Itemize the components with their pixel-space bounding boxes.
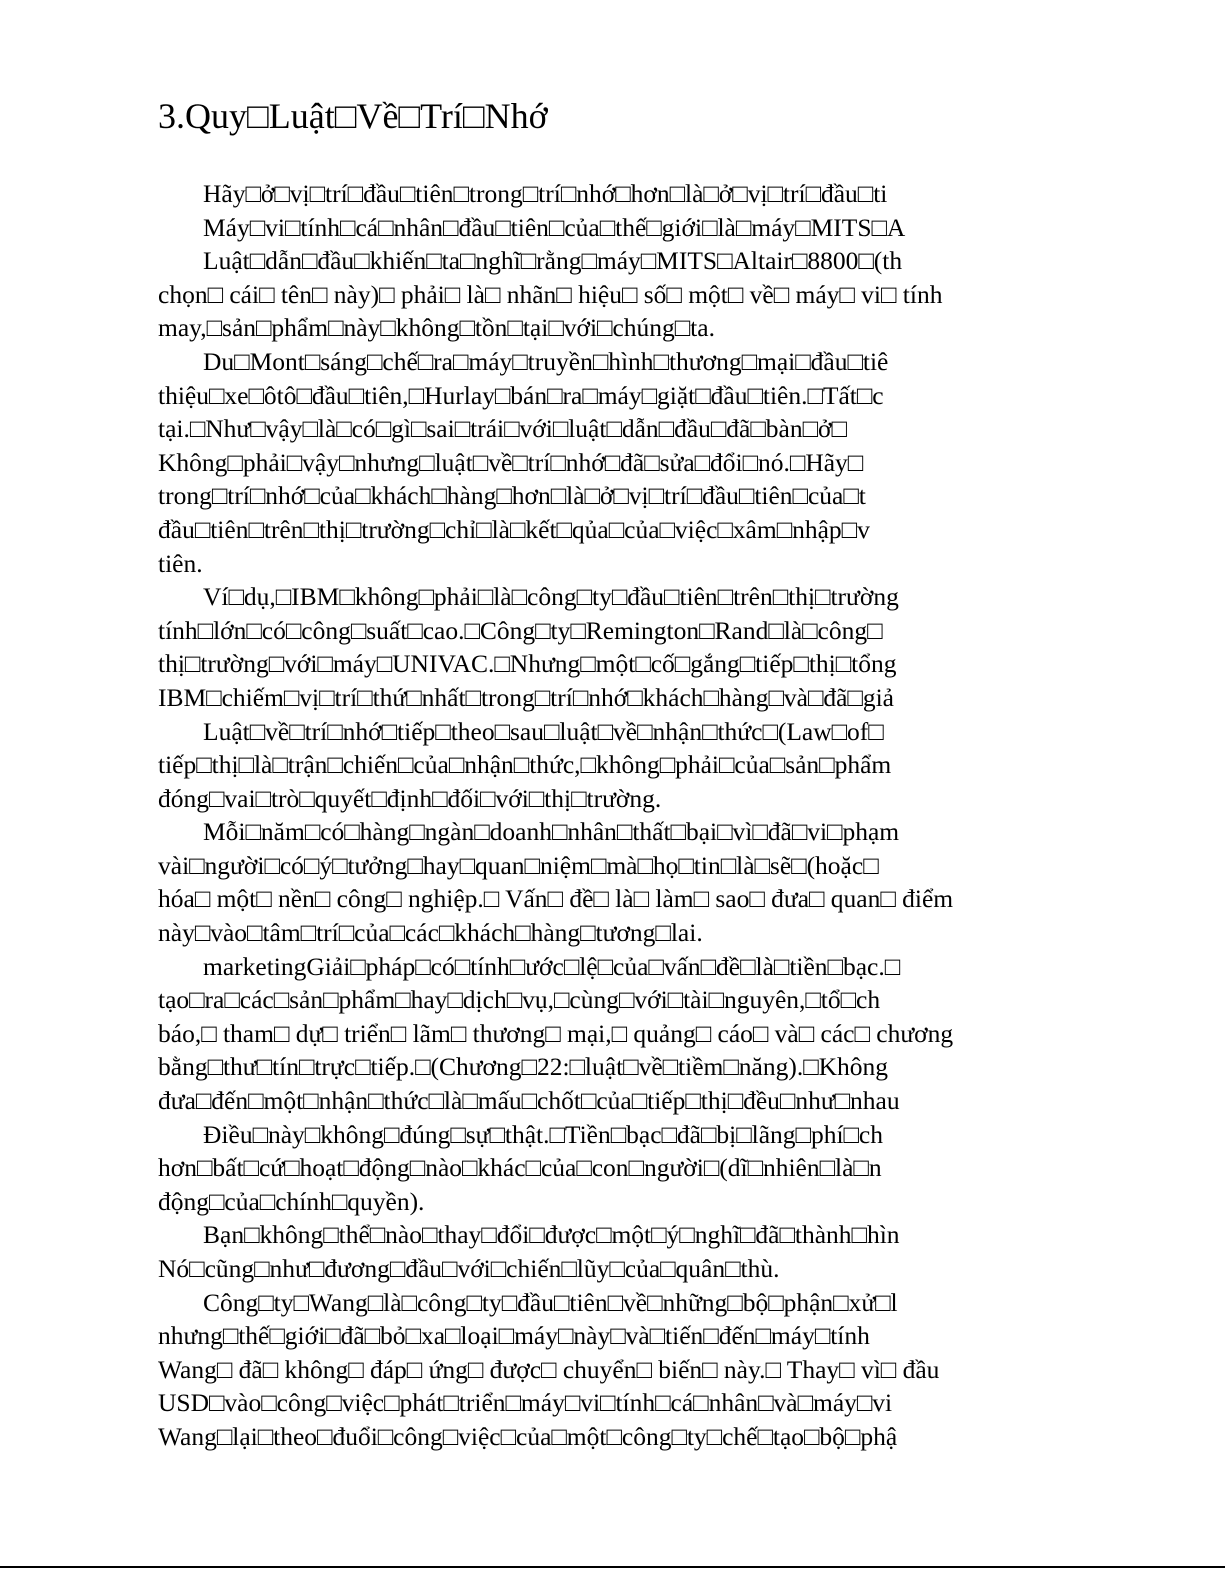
text-line: tiếp□thị□là□trận□chiến□của□nhận□thức,□không□phải□của□sản□phẩm	[158, 750, 892, 780]
text-line: Bạn□không□thể□nào□thay□đổi□được□một□ý□nghĩ□đã□thành□hìn	[203, 1220, 900, 1250]
text-line: trong□trí□nhớ□của□khách□hàng□hơn□là□ở□vị□trí□đầu□tiên□của□t	[158, 481, 866, 511]
text-line: tạo□ra□các□sản□phẩm□hay□dịch□vụ,□cùng□với□tài□nguyên,□tổ□ch	[158, 985, 881, 1015]
text-line: hơn□bất□cứ□hoạt□động□nào□khác□của□con□người□(dĩ□nhiên□là□n	[158, 1153, 882, 1183]
text-line: bằng□thư□tín□trực□tiếp.□(Chương□22:□luật□về□tiềm□năng).□Không	[158, 1052, 889, 1082]
text-line: Hãy□ở□vị□trí□đầu□tiên□trong□trí□nhớ□hơn□là□ở□vị□trí□đầu□ti	[203, 179, 888, 208]
text-line: đầu□tiên□trên□thị□trường□chỉ□là□kết□qủa□của□việc□xâm□nhập□v	[158, 514, 870, 544]
text-line: đưa□đến□một□nhận□thức□là□mấu□chốt□của□tiếp□thị□đều□như□nhau	[158, 1086, 900, 1116]
text-line: Mỗi□năm□có□hàng□ngàn□doanh□nhân□thất□bại□vì□đã□vi□phạm	[203, 817, 900, 847]
text-line: báo,□ tham□ dự□ triển□ lãm□ thương□ mại,□ quảng□ cáo□ và□ các□ chương	[158, 1018, 954, 1048]
text-line: IBM□chiếm□vị□trí□thứ□nhất□trong□trí□nhớ□khách□hàng□và□đã□giả	[158, 682, 894, 712]
text-line: tại.□Như□vậy□là□có□gì□sai□trái□với□luật□dẫn□đầu□đã□bàn□ở□	[158, 414, 847, 444]
text-line: Điều□này□không□đúng□sự□thật.□Tiền□bạc□đã□bị□lãng□phí□ch	[203, 1119, 883, 1149]
page-bottom-rule	[0, 1566, 1225, 1568]
text-line: động□của□chính□quyền).	[158, 1186, 425, 1216]
text-line: Công□ty□Wang□là□công□ty□đầu□tiên□về□những□bộ□phận□xử□l	[203, 1287, 898, 1317]
text-line: chọn□ cái□ tên□ này)□ phải□ là□ nhãn□ hiệu□ số□ một□ về□ máy□ vi□ tính	[158, 279, 943, 309]
text-line: marketingGiải□pháp□có□tính□ước□lệ□của□vấn□đề□là□tiền□bạc.□	[203, 951, 901, 981]
text-line: USD□vào□công□việc□phát□triển□máy□vi□tính□cá□nhân□và□máy□vi	[158, 1388, 893, 1418]
text-line: tính□lớn□có□công□suất□cao.□Công□ty□Remington□Rand□là□công□	[158, 615, 883, 645]
text-line: thị□trường□với□máy□UNIVAC.□Nhưng□một□cố□gắng□tiếp□thị□tổng	[158, 649, 897, 679]
text-line: Nó□cũng□như□đương□đầu□với□chiến□lũy□của□quân□thù.	[158, 1254, 780, 1283]
text-line: hóa□ một□ nền□ công□ nghiệp.□ Vấn□ đề□ là□ làm□ sao□ đưa□ quan□ điểm	[158, 884, 954, 914]
body-text	[158, 177, 1090, 1457]
text-line: Luật□dẫn□đầu□khiến□ta□nghĩ□rằng□máy□MITS□Altair□8800□(th	[203, 246, 903, 276]
text-line: vài□người□có□ý□tưởng□hay□quan□niệm□mà□họ□tin□là□sẽ□(hoặc□	[158, 850, 879, 880]
text-line: Wang□lại□theo□đuổi□công□việc□của□một□công□ty□chế□tạo□bộ□phậ	[158, 1421, 898, 1451]
text-line: Wang□ đã□ không□ đáp□ ứng□ được□ chuyển□ biến□ này.□ Thay□ vì□ đầu	[158, 1354, 940, 1384]
text-line: Máy□vi□tính□cá□nhân□đầu□tiên□của□thế□giới□là□máy□MITS□A	[203, 212, 906, 242]
text-line: may,□sản□phẩm□này□không□tồn□tại□với□chúng□ta.	[158, 313, 715, 343]
text-line: Ví□dụ,□IBM□không□phải□là□công□ty□đầu□tiên□trên□thị□trường	[203, 582, 899, 612]
text-line: thiệu□xe□ôtô□đầu□tiên,□Hurlay□bán□ra□máy□giặt□đầu□tiên.□Tất□c	[158, 380, 884, 410]
chapter-heading: 3.Quy□Luật□Về□Trí□Nhớ	[158, 96, 548, 136]
text-line: này□vào□tâm□trí□của□các□khách□hàng□tương□lai.	[158, 918, 703, 948]
text-line: tiên.	[158, 548, 203, 578]
text-line: đóng□vai□trò□quyết□định□đối□với□thị□trường.	[158, 783, 662, 813]
text-line: nhưng□thế□giới□đã□bỏ□xa□loại□máy□này□và□tiến□đến□máy□tính	[158, 1321, 870, 1351]
text-line: Du□Mont□sáng□chế□ra□máy□truyền□hình□thương□mại□đầu□tiê	[203, 346, 889, 376]
text-line: Không□phải□vậy□nhưng□luật□về□trí□nhớ□đã□sửa□đổi□nó.□Hãy□	[158, 447, 864, 477]
text-line: Luật□về□trí□nhớ□tiếp□theo□sau□luật□về□nhận□thức□(Law□of□	[203, 716, 884, 746]
